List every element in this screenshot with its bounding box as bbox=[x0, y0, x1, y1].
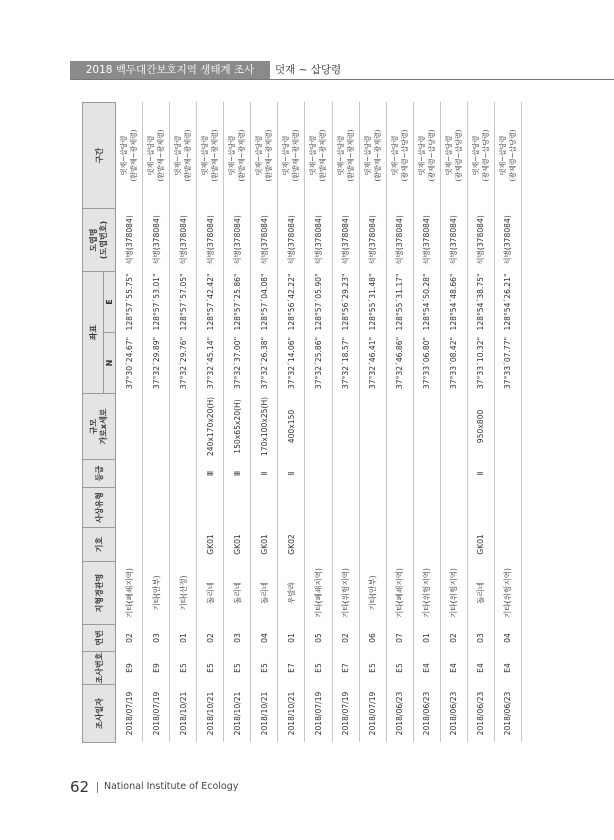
cell-symbol: GK01 bbox=[251, 528, 278, 562]
section-detail: (환밭재~광제령) bbox=[184, 129, 193, 182]
cell-symbol bbox=[413, 528, 440, 562]
col-header-coord-e: E bbox=[104, 272, 116, 333]
section-detail: (환밭재~광제령) bbox=[265, 129, 274, 182]
cell-section bbox=[224, 103, 251, 209]
cell-survey-no: E7 bbox=[332, 652, 359, 685]
cell-grade: Ⅱ bbox=[251, 460, 278, 488]
col-header-map-sub: (도엽번호) bbox=[99, 220, 108, 260]
cell-map: 석병(378084) bbox=[359, 209, 386, 272]
cell-symbol: GK01 bbox=[467, 528, 494, 562]
cell-survey-no: E5 bbox=[359, 652, 386, 685]
cell-photo-type bbox=[305, 488, 332, 528]
cell-date: 2018/06/23 bbox=[440, 685, 467, 743]
cell-symbol bbox=[143, 528, 170, 562]
cell-date: 2018/07/19 bbox=[359, 685, 386, 743]
cell-symbol bbox=[116, 528, 143, 562]
report-title-banner: 2018 백두대간보호지역 생태계 조사 bbox=[70, 61, 270, 79]
cell-date: 2018/10/21 bbox=[278, 685, 305, 743]
cell-coord-e: 128°57´57.05" bbox=[170, 272, 197, 333]
cell-scale: 950x800 bbox=[467, 394, 494, 460]
section-title: 덧재 ~ 삽당령 bbox=[275, 64, 342, 76]
col-header-grade: 등급 bbox=[83, 460, 116, 488]
cell-section bbox=[251, 103, 278, 209]
cell-landscape: 기타(폐쇄지역) bbox=[305, 562, 332, 625]
cell-section bbox=[359, 103, 386, 209]
cell-serial: 07 bbox=[386, 625, 413, 652]
cell-photo-type bbox=[359, 488, 386, 528]
table-row bbox=[197, 103, 224, 743]
cell-grade bbox=[386, 460, 413, 488]
cell-photo-type bbox=[467, 488, 494, 528]
table-row bbox=[413, 103, 440, 743]
cell-photo-type bbox=[143, 488, 170, 528]
table-row bbox=[440, 103, 467, 743]
cell-date: 2018/10/21 bbox=[197, 685, 224, 743]
cell-serial: 02 bbox=[197, 625, 224, 652]
cell-map: 석병(378084) bbox=[413, 209, 440, 272]
col-header-section: 구간 bbox=[83, 103, 116, 209]
cell-grade: Ⅲ bbox=[224, 460, 251, 488]
cell-date: 2018/10/21 bbox=[224, 685, 251, 743]
cell-section bbox=[440, 103, 467, 209]
cell-map: 석병(378084) bbox=[386, 209, 413, 272]
section-name: 댓재~삽당령 bbox=[444, 135, 453, 176]
cell-coord-e: 128°54´38.75" bbox=[467, 272, 494, 333]
table-row bbox=[494, 103, 521, 743]
cell-scale: 170x100x25(H) bbox=[251, 394, 278, 460]
col-header-serial: 연번 bbox=[83, 625, 116, 652]
col-header-photo-type: 사상유형 bbox=[83, 488, 116, 528]
cell-map: 석병(378084) bbox=[143, 209, 170, 272]
cell-map: 석병(378084) bbox=[197, 209, 224, 272]
cell-grade bbox=[116, 460, 143, 488]
cell-serial: 05 bbox=[305, 625, 332, 652]
cell-section bbox=[413, 103, 440, 209]
col-header-scale bbox=[83, 394, 116, 460]
cell-scale bbox=[116, 394, 143, 460]
cell-landscape: 우발라 bbox=[278, 562, 305, 625]
table-row bbox=[278, 103, 305, 743]
cell-coord-e: 128°56´42.22" bbox=[278, 272, 305, 333]
cell-coord-e: 128°57´25.86" bbox=[224, 272, 251, 333]
table-rotator bbox=[82, 103, 522, 743]
section-name: 댓재~삽당령 bbox=[174, 135, 183, 176]
cell-symbol bbox=[305, 528, 332, 562]
cell-survey-no: E4 bbox=[494, 652, 521, 685]
cell-serial: 04 bbox=[251, 625, 278, 652]
col-header-scale-label: 규모 bbox=[89, 418, 98, 435]
cell-section bbox=[305, 103, 332, 209]
section-name: 댓재~삽당령 bbox=[255, 135, 264, 176]
cell-map: 석병(378084) bbox=[116, 209, 143, 272]
cell-grade bbox=[143, 460, 170, 488]
cell-map: 석병(378084) bbox=[440, 209, 467, 272]
cell-photo-type bbox=[494, 488, 521, 528]
section-name: 댓재~삽당령 bbox=[336, 135, 345, 176]
table-header-row bbox=[83, 103, 104, 743]
cell-map: 석병(378084) bbox=[251, 209, 278, 272]
section-name: 댓재~삽당령 bbox=[363, 135, 372, 176]
cell-grade bbox=[170, 460, 197, 488]
section-detail: (환밭재~광제령) bbox=[373, 129, 382, 182]
section-detail: (환밭재~광제령) bbox=[292, 129, 301, 182]
cell-survey-no: E4 bbox=[413, 652, 440, 685]
cell-coord-e: 128°54´26.21" bbox=[494, 272, 521, 333]
cell-survey-no: E5 bbox=[170, 652, 197, 685]
cell-coord-n: 37°32´18.57" bbox=[332, 333, 359, 394]
cell-coord-n: 37°32´46.41" bbox=[359, 333, 386, 394]
cell-grade bbox=[305, 460, 332, 488]
cell-coord-e: 128°55´31.48" bbox=[359, 272, 386, 333]
cell-scale bbox=[440, 394, 467, 460]
section-name: 댓재~삽당령 bbox=[498, 135, 507, 176]
table-row bbox=[251, 103, 278, 743]
header-divider bbox=[70, 79, 614, 80]
cell-survey-no: E4 bbox=[440, 652, 467, 685]
cell-coord-n: 37°32´37.00" bbox=[224, 333, 251, 394]
cell-section bbox=[467, 103, 494, 209]
cell-serial: 01 bbox=[170, 625, 197, 652]
section-name: 댓재~삽당령 bbox=[417, 135, 426, 176]
cell-landscape: 기타(안부) bbox=[359, 562, 386, 625]
cell-scale bbox=[386, 394, 413, 460]
cell-coord-n: 37°30´24.67" bbox=[116, 333, 143, 394]
cell-serial: 03 bbox=[143, 625, 170, 652]
cell-symbol bbox=[170, 528, 197, 562]
col-header-landscape: 지형경관명 bbox=[83, 562, 116, 625]
cell-date: 2018/06/23 bbox=[386, 685, 413, 743]
cell-survey-no: E4 bbox=[467, 652, 494, 685]
col-header-symbol: 기호 bbox=[83, 528, 116, 562]
cell-survey-no: E5 bbox=[305, 652, 332, 685]
table-row bbox=[332, 103, 359, 743]
cell-photo-type bbox=[440, 488, 467, 528]
cell-survey-no: E5 bbox=[251, 652, 278, 685]
cell-photo-type bbox=[413, 488, 440, 528]
section-detail: (광제령~삽당령) bbox=[481, 129, 490, 182]
rotated-table-area bbox=[82, 103, 522, 743]
cell-coord-e: 128°56´29.23" bbox=[332, 272, 359, 333]
section-name: 댓재~삽당령 bbox=[309, 135, 318, 176]
cell-serial: 06 bbox=[359, 625, 386, 652]
cell-coord-n: 37°32´29.76" bbox=[170, 333, 197, 394]
cell-date: 2018/07/19 bbox=[116, 685, 143, 743]
cell-survey-no: E5 bbox=[386, 652, 413, 685]
cell-survey-no: E5 bbox=[224, 652, 251, 685]
cell-map: 석병(378084) bbox=[494, 209, 521, 272]
section-name: 댓재~삽당령 bbox=[120, 135, 129, 176]
cell-coord-n: 37°32´25.86" bbox=[305, 333, 332, 394]
cell-coord-n: 37°33´08.42" bbox=[440, 333, 467, 394]
cell-coord-n: 37°33´07.77" bbox=[494, 333, 521, 394]
cell-scale: 400x150 bbox=[278, 394, 305, 460]
cell-symbol: GK01 bbox=[224, 528, 251, 562]
section-detail: (환밭재~광제령) bbox=[319, 129, 328, 182]
cell-coord-n: 37°32´46.86" bbox=[386, 333, 413, 394]
table-row bbox=[467, 103, 494, 743]
cell-section bbox=[143, 103, 170, 209]
cell-landscape: 기타(위험지역) bbox=[494, 562, 521, 625]
cell-symbol bbox=[440, 528, 467, 562]
cell-grade bbox=[413, 460, 440, 488]
cell-coord-e: 128°55´31.17" bbox=[386, 272, 413, 333]
cell-landscape: 돌리네 bbox=[197, 562, 224, 625]
cell-photo-type bbox=[116, 488, 143, 528]
section-detail: (환밭재~광제령) bbox=[211, 129, 220, 182]
col-header-coord-n: N bbox=[104, 333, 116, 394]
cell-coord-e: 128°57´55.75" bbox=[116, 272, 143, 333]
cell-date: 2018/06/23 bbox=[467, 685, 494, 743]
cell-scale bbox=[170, 394, 197, 460]
cell-landscape: 기타(위험지역) bbox=[413, 562, 440, 625]
cell-scale bbox=[305, 394, 332, 460]
cell-grade bbox=[440, 460, 467, 488]
cell-section bbox=[170, 103, 197, 209]
section-name: 댓재~삽당령 bbox=[390, 135, 399, 176]
cell-survey-no: E9 bbox=[116, 652, 143, 685]
section-detail: (광제령~삽당령) bbox=[427, 129, 436, 182]
footer-organization: National Institute of Ecology bbox=[104, 781, 239, 792]
section-detail: (광제령~삽당령) bbox=[508, 129, 517, 182]
cell-date: 2018/10/21 bbox=[170, 685, 197, 743]
cell-map: 석병(378084) bbox=[467, 209, 494, 272]
cell-coord-e: 128°57´05.90" bbox=[305, 272, 332, 333]
cell-section bbox=[116, 103, 143, 209]
cell-scale bbox=[413, 394, 440, 460]
section-detail: (환밭재~광제령) bbox=[130, 129, 139, 182]
table-row bbox=[305, 103, 332, 743]
cell-section bbox=[278, 103, 305, 209]
cell-photo-type bbox=[386, 488, 413, 528]
cell-coord-n: 37°32´14.06" bbox=[278, 333, 305, 394]
section-detail: (환밭재~광제령) bbox=[346, 129, 355, 182]
cell-landscape: 기타(위험지역) bbox=[332, 562, 359, 625]
cell-landscape: 기타(산정) bbox=[170, 562, 197, 625]
cell-scale bbox=[359, 394, 386, 460]
cell-date: 2018/06/23 bbox=[494, 685, 521, 743]
section-detail: (환밭재~광제령) bbox=[157, 129, 166, 182]
cell-symbol bbox=[359, 528, 386, 562]
cell-symbol: GK02 bbox=[278, 528, 305, 562]
cell-photo-type bbox=[170, 488, 197, 528]
cell-photo-type bbox=[332, 488, 359, 528]
cell-serial: 01 bbox=[413, 625, 440, 652]
cell-section bbox=[332, 103, 359, 209]
cell-photo-type bbox=[197, 488, 224, 528]
section-detail: (광제령~삽당령) bbox=[400, 129, 409, 182]
cell-landscape: 돌리네 bbox=[251, 562, 278, 625]
cell-serial: 01 bbox=[278, 625, 305, 652]
cell-coord-e: 128°54´48.66" bbox=[440, 272, 467, 333]
col-header-map bbox=[83, 209, 116, 272]
cell-scale bbox=[494, 394, 521, 460]
landscape-survey-table bbox=[82, 102, 522, 743]
col-header-survey-no: 조사번호 bbox=[83, 652, 116, 685]
cell-landscape: 기타(안부) bbox=[143, 562, 170, 625]
cell-section bbox=[494, 103, 521, 209]
cell-section bbox=[197, 103, 224, 209]
section-name: 댓재~삽당령 bbox=[147, 135, 156, 176]
cell-coord-n: 37°32´29.89" bbox=[143, 333, 170, 394]
cell-landscape: 돌리네 bbox=[224, 562, 251, 625]
table-row bbox=[116, 103, 143, 743]
cell-symbol bbox=[494, 528, 521, 562]
cell-landscape: 기타(위험지역) bbox=[440, 562, 467, 625]
cell-scale bbox=[143, 394, 170, 460]
cell-photo-type bbox=[278, 488, 305, 528]
cell-scale: 150x65x20(H) bbox=[224, 394, 251, 460]
cell-grade bbox=[332, 460, 359, 488]
cell-landscape: 기타(폐쇄지역) bbox=[116, 562, 143, 625]
cell-symbol: GK01 bbox=[197, 528, 224, 562]
cell-serial: 04 bbox=[494, 625, 521, 652]
cell-coord-e: 128°57´42.42" bbox=[197, 272, 224, 333]
col-header-coord: 좌표 bbox=[83, 272, 104, 394]
section-detail: (환밭재~광제령) bbox=[238, 129, 247, 182]
table-body bbox=[116, 103, 522, 743]
cell-date: 2018/07/19 bbox=[143, 685, 170, 743]
col-header-scale-sub: 가로x세로 bbox=[99, 408, 108, 445]
cell-serial: 03 bbox=[467, 625, 494, 652]
cell-landscape: 돌리네 bbox=[467, 562, 494, 625]
cell-scale bbox=[332, 394, 359, 460]
cell-date: 2018/10/21 bbox=[251, 685, 278, 743]
col-header-map-label: 도엽명 bbox=[89, 228, 98, 252]
cell-grade: Ⅱ bbox=[467, 460, 494, 488]
cell-map: 석병(378084) bbox=[332, 209, 359, 272]
cell-grade: Ⅲ bbox=[197, 460, 224, 488]
cell-map: 석병(378084) bbox=[170, 209, 197, 272]
cell-coord-e: 128°57´04.08" bbox=[251, 272, 278, 333]
cell-survey-no: E5 bbox=[197, 652, 224, 685]
cell-date: 2018/07/19 bbox=[305, 685, 332, 743]
section-name: 댓재~삽당령 bbox=[282, 135, 291, 176]
cell-coord-e: 128°54´50.28" bbox=[413, 272, 440, 333]
col-header-date: 조사일자 bbox=[83, 685, 116, 743]
cell-map: 석병(378084) bbox=[278, 209, 305, 272]
page-number: 62 bbox=[70, 778, 90, 796]
table-row bbox=[359, 103, 386, 743]
cell-coord-e: 128°57´53.01" bbox=[143, 272, 170, 333]
cell-coord-n: 37°32´26.38" bbox=[251, 333, 278, 394]
cell-date: 2018/06/23 bbox=[413, 685, 440, 743]
cell-serial: 02 bbox=[116, 625, 143, 652]
table-row bbox=[143, 103, 170, 743]
cell-serial: 03 bbox=[224, 625, 251, 652]
cell-survey-no: E9 bbox=[143, 652, 170, 685]
cell-coord-n: 37°33´10.32" bbox=[467, 333, 494, 394]
section-detail: (광제령~삽당령) bbox=[454, 129, 463, 182]
section-name: 댓재~삽당령 bbox=[471, 135, 480, 176]
cell-grade: Ⅱ bbox=[278, 460, 305, 488]
cell-map: 석병(378084) bbox=[224, 209, 251, 272]
cell-grade bbox=[359, 460, 386, 488]
cell-map: 석병(378084) bbox=[305, 209, 332, 272]
cell-section bbox=[386, 103, 413, 209]
cell-coord-n: 37°32´45.14" bbox=[197, 333, 224, 394]
footer-separator bbox=[97, 782, 98, 793]
cell-serial: 02 bbox=[332, 625, 359, 652]
cell-date: 2018/07/19 bbox=[332, 685, 359, 743]
cell-grade bbox=[494, 460, 521, 488]
cell-photo-type bbox=[251, 488, 278, 528]
cell-coord-n: 37°33´06.80" bbox=[413, 333, 440, 394]
cell-symbol bbox=[386, 528, 413, 562]
table-row bbox=[170, 103, 197, 743]
cell-scale: 240x170x20(H) bbox=[197, 394, 224, 460]
table-row bbox=[224, 103, 251, 743]
section-name: 댓재~삽당령 bbox=[228, 135, 237, 176]
cell-landscape: 기타(폐쇄지역) bbox=[386, 562, 413, 625]
cell-symbol bbox=[332, 528, 359, 562]
cell-survey-no: E7 bbox=[278, 652, 305, 685]
section-name: 댓재~삽당령 bbox=[201, 135, 210, 176]
cell-serial: 02 bbox=[440, 625, 467, 652]
table-row bbox=[386, 103, 413, 743]
cell-photo-type bbox=[224, 488, 251, 528]
